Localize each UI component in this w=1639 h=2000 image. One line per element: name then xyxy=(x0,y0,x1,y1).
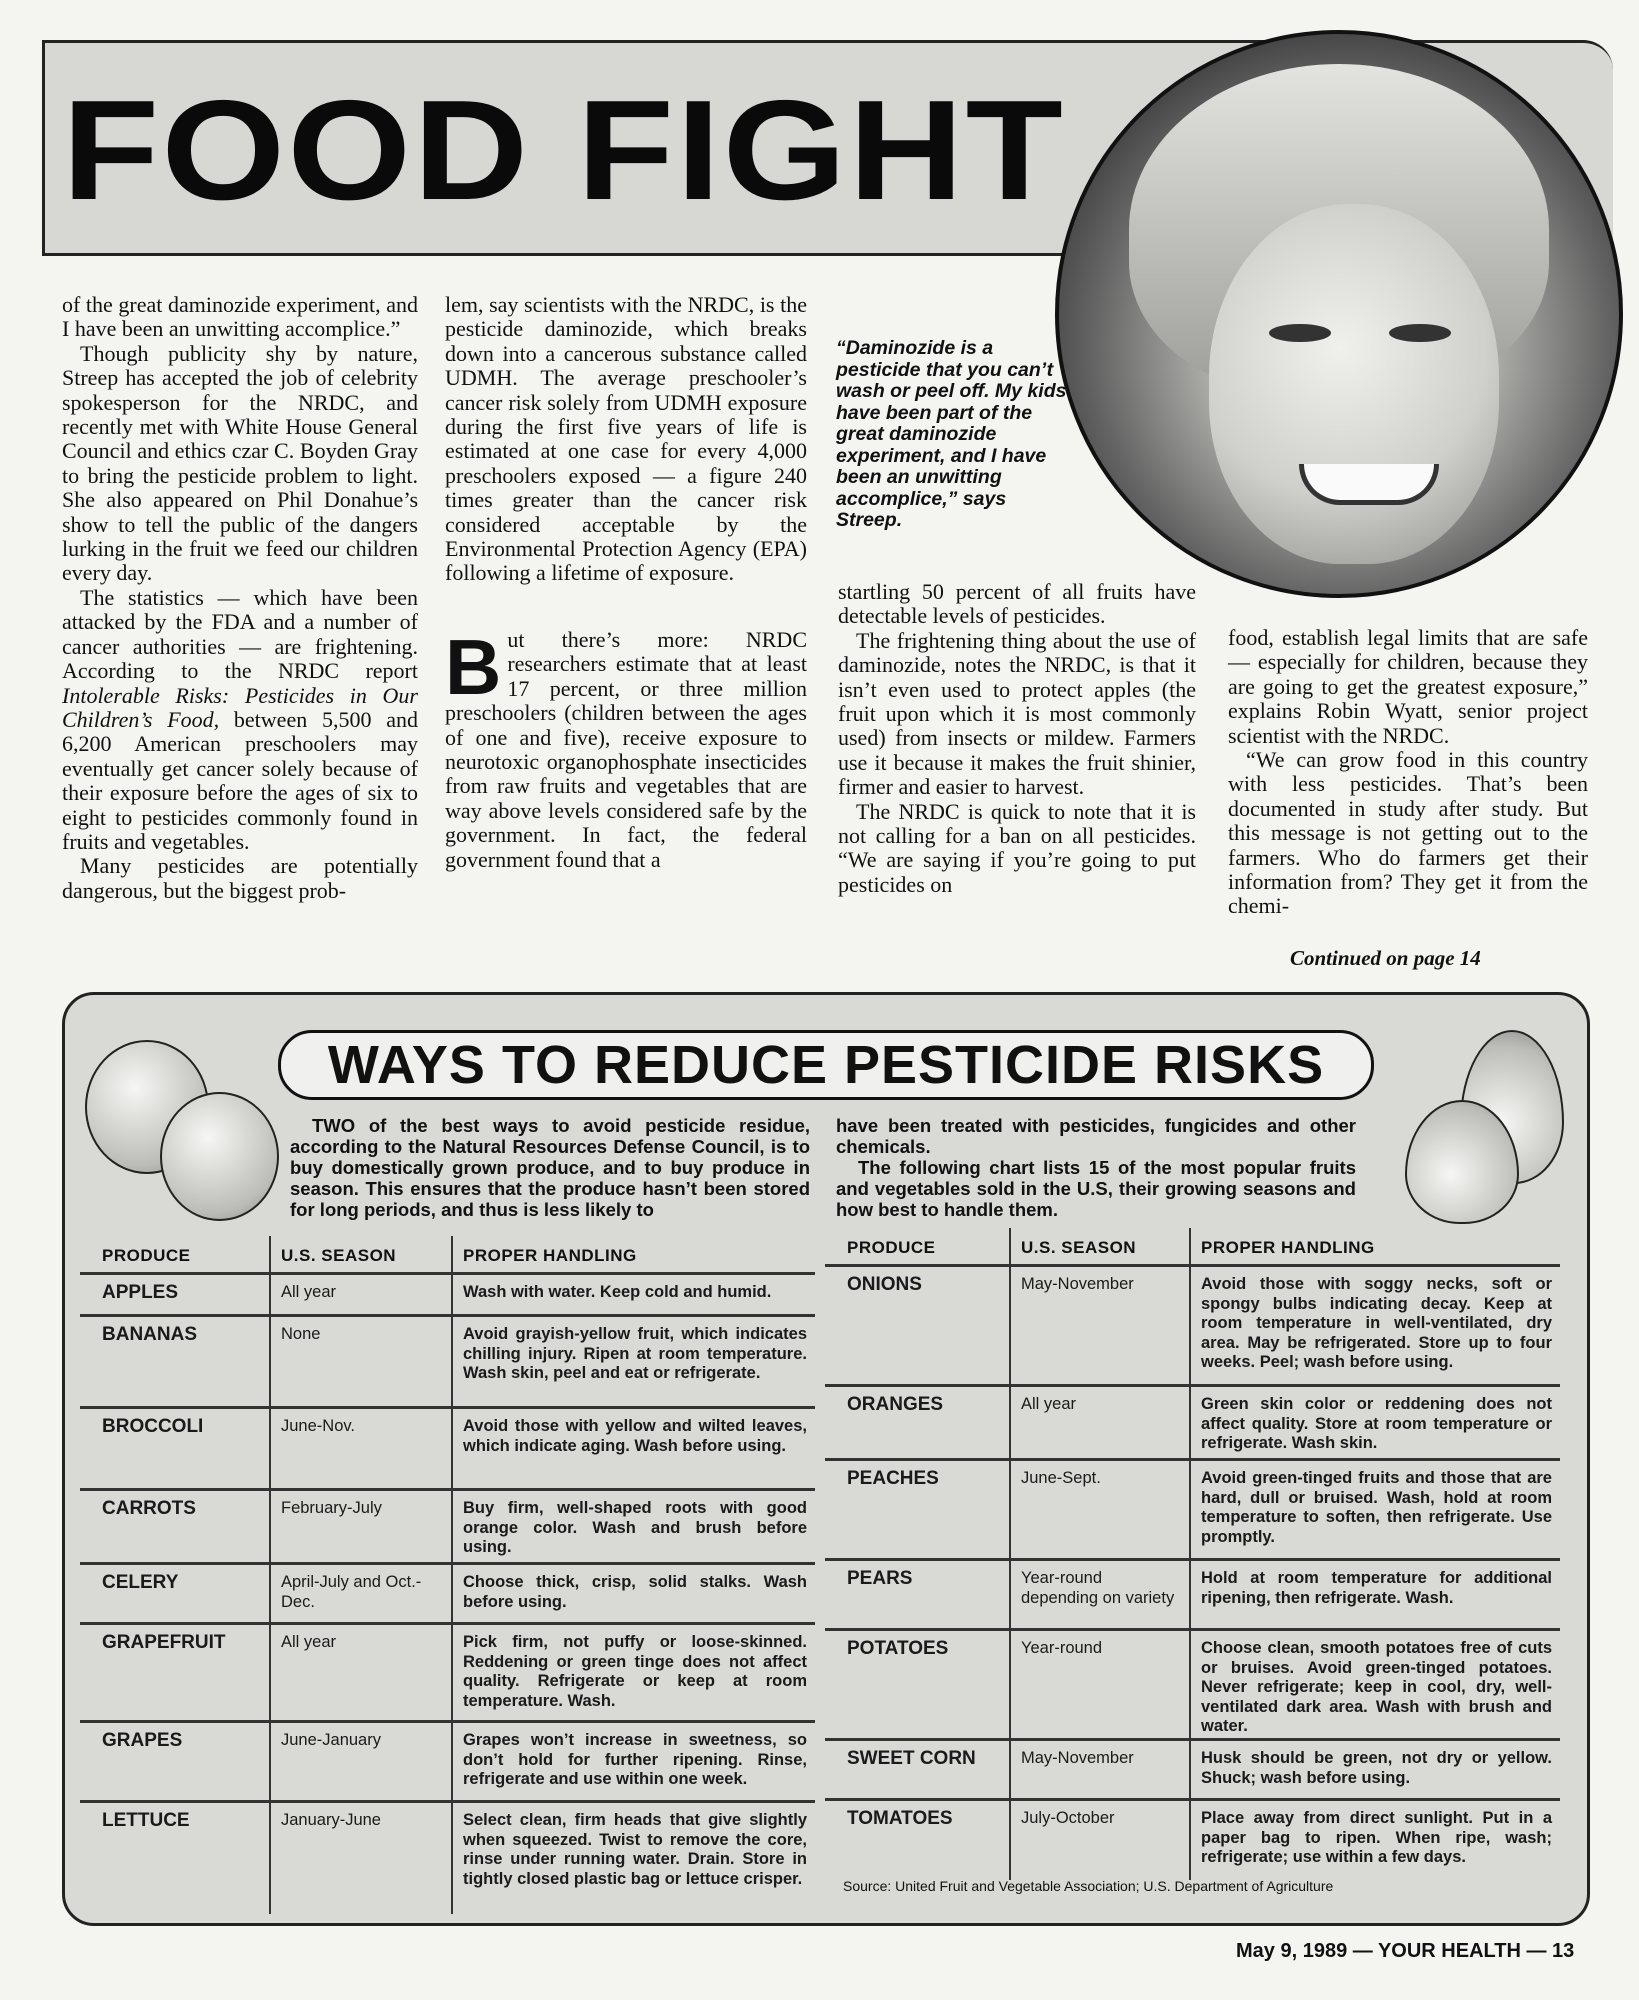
produce-cell: BANANAS xyxy=(80,1316,270,1408)
report-title: Intolerable Risks: Pesticides in Our Children’s Food, xyxy=(62,682,418,732)
photo-smile xyxy=(1299,464,1439,505)
chart-source: Source: United Fruit and Vegetable Association; U.S. Department of Agriculture xyxy=(843,1878,1334,1894)
produce-cell: CELERY xyxy=(80,1564,270,1624)
handling-cell: Avoid those with soggy necks, soft or spongy bulbs indicating decay. Keep at room temperature in well-ventilated, dry area. May be refrigerated. Store up to four weeks. Peel; wash before using. xyxy=(1190,1266,1560,1386)
season-cell: All year xyxy=(270,1624,452,1722)
produce-cell: GRAPEFRUIT xyxy=(80,1624,270,1722)
handling-cell: Avoid green-tinged fruits and those that are hard, dull or bruised. Wash, hold at room temperature to soften, then refrigerate. Use promptly. xyxy=(1190,1460,1560,1560)
article-paragraph: The statistics — which have been attacked by the FDA and a number of cancer authorities — are frightening. According to the NRDC report Intolerable Risks: Pesticides in Our Children’s Food, between 5,500 and 6,200 American preschoolers may eventually get cancer solely because of their exposure before the ages of six to eight to pesticides commonly found in fruits and vegetables. xyxy=(62,584,418,854)
article-paragraph: food, establish legal limits that are safe — especially for children, because they are going to get the greatest exposure,” explains Robin Wyatt, senior project scientist with the NRDC. xyxy=(1228,625,1588,748)
article-column-4 xyxy=(1228,626,1588,919)
article-paragraph: “We can grow food in this country with less pesticides. That’s been documented in study after study. But this message is not getting out to the farmers. Who do farmers get their information from? They get it from the chemi- xyxy=(1228,747,1588,919)
season-cell: July-October xyxy=(1010,1800,1190,1880)
article-paragraph: The frightening thing about the use of daminozide, notes the NRDC, is that it isn’t even used to protect apples (the fruit upon which it is most commonly used) from insects or mildew. Farmers use it because it makes the fruit shinier, firmer and easier to harvest. xyxy=(838,627,1196,800)
season-cell: All year xyxy=(270,1274,452,1316)
chart-intro-right: have been treated with pesticides, fungicides and other chemicals. The following chart lists 15 of the most popular fruits and vegetables sold in the U.S, their growing seasons and how best to handle them. xyxy=(836,1115,1356,1220)
article-paragraph: Though publicity shy by nature, Streep has accepted the job of celebrity spokesperson for the NRDC, and recently met with White House General Council and ethics czar C. Boyden Gray to bring the pesticide problem to light. She also appeared on Phil Donahue’s show to tell the public of the dangers lurking in the fruit we feed our children every day. xyxy=(62,340,418,586)
season-cell: April-July and Oct.-Dec. xyxy=(270,1564,452,1624)
season-cell: June-Sept. xyxy=(1010,1460,1190,1560)
handling-cell: Grapes won’t increase in sweetness, so don’t hold for further ripening. Rinse, refrigerate and use within one week. xyxy=(452,1722,815,1802)
header-season: U.S. SEASON xyxy=(1010,1228,1190,1266)
chart-title-banner xyxy=(278,1030,1374,1100)
table-row xyxy=(80,1490,815,1564)
table-row xyxy=(80,1722,815,1802)
header-produce: PRODUCE xyxy=(102,1246,191,1265)
photo-eye-right xyxy=(1389,324,1451,342)
handling-cell: Buy firm, well-shaped roots with good orange color. Wash and brush before using. xyxy=(452,1490,815,1564)
table-row xyxy=(80,1274,815,1316)
produce-table-right xyxy=(825,1228,1560,1880)
article-paragraph: startling 50 percent of all fruits have detectable levels of pesticides. xyxy=(838,579,1196,629)
table-row xyxy=(825,1266,1560,1386)
photo-face xyxy=(1209,204,1499,564)
page-footer: May 9, 1989 — YOUR HEALTH — 13 xyxy=(1236,1940,1575,1962)
season-cell: None xyxy=(270,1316,452,1408)
table-row xyxy=(825,1560,1560,1630)
table-row xyxy=(825,1460,1560,1560)
article-paragraph: The NRDC is quick to note that it is not calling for a ban on all pesticides. “We are saying if you’re going to put pesticides on xyxy=(838,798,1196,897)
article-paragraph: of the great daminozide experiment, and I have been an unwitting accomplice.” xyxy=(62,292,418,342)
produce-cell: GRAPES xyxy=(80,1722,270,1802)
table-row xyxy=(825,1740,1560,1800)
produce-cell: APPLES xyxy=(80,1274,270,1316)
article-paragraph: Many pesticides are potentially dangerous, but the biggest prob- xyxy=(62,853,418,903)
season-cell: May-November xyxy=(1010,1740,1190,1800)
drop-cap: B xyxy=(445,622,502,711)
header-season: U.S. SEASON xyxy=(270,1236,452,1274)
table-row xyxy=(80,1624,815,1722)
produce-cell: ONIONS xyxy=(825,1266,1010,1386)
season-cell: January-June xyxy=(270,1802,452,1914)
handling-cell: Pick firm, not puffy or loose-skinned. Reddening or green tinge does not affect quality. Refrigerate or keep at room temperature. Wash. xyxy=(452,1624,815,1722)
table-row xyxy=(80,1408,815,1490)
article-column-2 xyxy=(445,293,807,872)
portrait-photo xyxy=(1055,30,1623,598)
article-paragraph: lem, say scientists with the NRDC, is the pesticide daminozide, which breaks down into a cancerous substance called UDMH. The average preschooler’s cancer risk solely from UDMH exposure during the first five years of life is estimated at one case for every 4,000 preschoolers exposed — a figure 240 times greater than the cancer risk considered acceptable by the Environmental Protection Agency (EPA) following a lifetime of exposure. xyxy=(445,292,807,586)
handling-cell: Green skin color or reddening does not affect quality. Store at room temperature or refrigerate. Wash skin. xyxy=(1190,1386,1560,1460)
table-row xyxy=(80,1316,815,1408)
handling-cell: Choose clean, smooth potatoes free of cuts or bruises. Avoid green-tinged potatoes. Never refrigerate; keep in cool, dry, well-ventilated dark area. Wash with brush and water. xyxy=(1190,1630,1560,1740)
season-cell: May-November xyxy=(1010,1266,1190,1386)
pull-quote: “Daminozide is a pesticide that you can’t wash or peel off. My kids have been part of the great daminozide experiment, and I have been an unwitting accomplice,” says Streep. xyxy=(836,337,1067,531)
chart-intro-left: TWO of the best ways to avoid pesticide residue, according to the Natural Resources Defense Council, is to buy domestically grown produce, and to buy produce in season. This ensures that the produce hasn’t been stored for long periods, and thus is less likely to xyxy=(290,1115,810,1220)
handling-cell: Place away from direct sunlight. Put in a paper bag to ripen. When ripe, wash; refrigerate; use within a few days. xyxy=(1190,1800,1560,1880)
produce-table-left xyxy=(80,1236,815,1914)
handling-cell: Choose thick, crisp, solid stalks. Wash before using. xyxy=(452,1564,815,1624)
season-cell: Year-round xyxy=(1010,1630,1190,1740)
produce-cell: SWEET CORN xyxy=(825,1740,1010,1800)
continued-note: Continued on page 14 xyxy=(1290,946,1481,970)
table-row xyxy=(825,1386,1560,1460)
produce-cell: CARROTS xyxy=(80,1490,270,1564)
handling-cell: Husk should be green, not dry or yellow. Shuck; wash before using. xyxy=(1190,1740,1560,1800)
season-cell: February-July xyxy=(270,1490,452,1564)
table-row xyxy=(825,1630,1560,1740)
header-handling: PROPER HANDLING xyxy=(1190,1228,1560,1266)
handling-cell: Hold at room temperature for additional ripening, then refrigerate. Wash. xyxy=(1190,1560,1560,1630)
table-row xyxy=(80,1564,815,1624)
season-cell: June-January xyxy=(270,1722,452,1802)
apple-illustration xyxy=(160,1092,279,1221)
article-paragraph: But there’s more: NRDC researchers estimate that at least 17 percent, or three million preschoolers (children between the ages of one and five), receive exposure to neurotoxic organophosphate insecticides from raw fruits and vegetables that are way above levels considered safe by the government. In fact, the federal government found that a xyxy=(445,622,807,872)
produce-cell: ORANGES xyxy=(825,1386,1010,1460)
produce-cell: PEACHES xyxy=(825,1460,1010,1560)
header-produce: PRODUCE xyxy=(847,1238,936,1257)
handling-cell: Avoid those with yellow and wilted leaves, which indicate aging. Wash before using. xyxy=(452,1408,815,1490)
produce-cell: POTATOES xyxy=(825,1630,1010,1740)
season-cell: All year xyxy=(1010,1386,1190,1460)
handling-cell: Avoid grayish-yellow fruit, which indicates chilling injury. Ripen at room temperature. Wash skin, peel and eat or refrigerate. xyxy=(452,1316,815,1408)
handling-cell: Wash with water. Keep cold and humid. xyxy=(452,1274,815,1316)
header-handling: PROPER HANDLING xyxy=(452,1236,815,1274)
handling-cell: Select clean, firm heads that give slightly when squeezed. Twist to remove the core, rinse under running water. Drain. Store in tightly closed plastic bag or lettuce crisper. xyxy=(452,1802,815,1914)
article-column-1 xyxy=(62,293,418,903)
table-row xyxy=(825,1800,1560,1880)
produce-cell: TOMATOES xyxy=(825,1800,1010,1880)
season-cell: June-Nov. xyxy=(270,1408,452,1490)
produce-cell: LETTUCE xyxy=(80,1802,270,1914)
produce-cell: PEARS xyxy=(825,1560,1010,1630)
produce-cell: BROCCOLI xyxy=(80,1408,270,1490)
season-cell: Year-round depending on variety xyxy=(1010,1560,1190,1630)
headline: FOOD FIGHT xyxy=(62,71,1066,230)
article-column-3 xyxy=(838,580,1196,897)
table-row xyxy=(80,1802,815,1914)
chart-title: WAYS TO REDUCE PESTICIDE RISKS xyxy=(327,1035,1325,1095)
photo-eye-left xyxy=(1269,324,1331,342)
